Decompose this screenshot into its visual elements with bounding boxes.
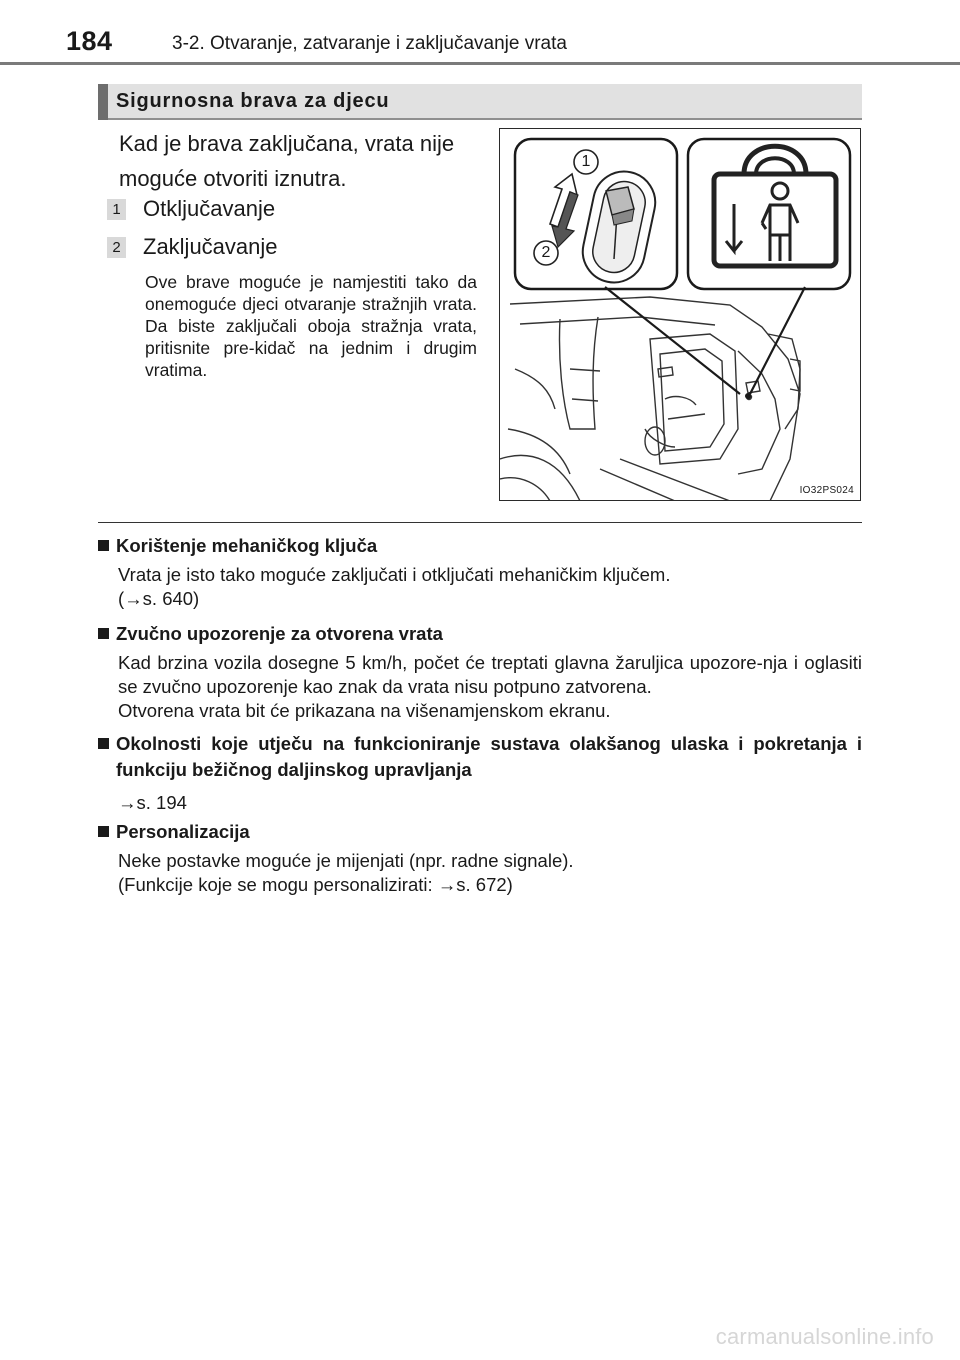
page-number: 184	[66, 26, 113, 56]
running-header: 3-2. Otvaranje, zatvaranje i zaključavanje vrata	[172, 33, 567, 54]
topic-paragraph: Vrata je isto tako moguće zaključati i otključati mehaničkim ključem.	[118, 564, 671, 585]
topic-heading	[98, 621, 862, 647]
child-lock-illustration	[499, 128, 861, 501]
page-reference: →s. 194	[118, 792, 187, 813]
topic-title: Okolnosti koje utječu na funkcioniranje sustava olakšanog ulaska i pokretanja i funkciju bežičnog daljinskog upravljanja	[116, 733, 862, 780]
section-divider	[98, 522, 862, 523]
item-label: Otključavanje	[143, 196, 276, 221]
topic-paragraph: Kad brzina vozila dosegne 5 km/h, počet će treptati glavna žaruljica upozore-nja i oglasiti se zvučno upozorenje kao znak da vrata nisu potpuno zatvorena.	[118, 652, 862, 697]
intro-text: Kad je brava zaključana, vrata nije moguće otvoriti iznutra.	[119, 131, 455, 191]
square-bullet-icon	[98, 628, 109, 639]
square-bullet-icon	[98, 826, 109, 837]
item-number: 1	[107, 199, 126, 220]
topic-heading	[98, 731, 862, 783]
section-title: Sigurnosna brava za djecu	[116, 90, 390, 112]
item-label: Zaključavanje	[143, 234, 278, 259]
topic-paragraph: Neke postavke moguće je mijenjati (npr. radne signale).	[118, 850, 574, 871]
topic-body	[98, 791, 862, 815]
topic-body	[98, 849, 862, 897]
topic-title: Zvučno upozorenje za otvorena vrata	[116, 623, 443, 644]
item-number: 2	[107, 237, 126, 258]
topic-smart-entry-conditions	[98, 731, 862, 815]
topic-body	[98, 563, 862, 611]
topic-paragraph: Otvorena vrata bit će prikazana na višenamjenskom ekranu.	[118, 700, 611, 721]
topic-heading	[98, 819, 862, 845]
topic-title: Korištenje mehaničkog ključa	[116, 535, 378, 556]
topic-personalization	[98, 819, 862, 897]
topic-body	[98, 651, 862, 723]
child-lock-note: Ove brave moguće je namjestiti tako da onemoguće djeci otvaranje stražnjih vrata. Da biste zaključali oboja stražnja vrata, pritisnite pre-kidač na jednim i drugim vratima.	[145, 272, 477, 380]
topic-open-door-warning	[98, 621, 862, 723]
page-reference: (Funkcije koje se mogu personalizirati: →s. 672)	[118, 874, 513, 895]
topic-title: Personalizacija	[116, 821, 250, 842]
page-reference: (→s. 640)	[118, 588, 200, 609]
door-illustration-svg	[500, 129, 861, 501]
watermark: carmanualsonline.info	[715, 1324, 934, 1349]
header-rule	[0, 62, 960, 65]
square-bullet-icon	[98, 738, 109, 749]
callout-number-2: 2	[541, 244, 551, 261]
callout-number-1: 1	[581, 153, 591, 170]
figure-code: IO32PS024	[799, 485, 854, 496]
section-title-bar	[98, 84, 862, 120]
section-bar-accent	[98, 84, 108, 120]
square-bullet-icon	[98, 540, 109, 551]
topic-heading	[98, 533, 862, 559]
topic-mechanical-key	[98, 533, 862, 611]
